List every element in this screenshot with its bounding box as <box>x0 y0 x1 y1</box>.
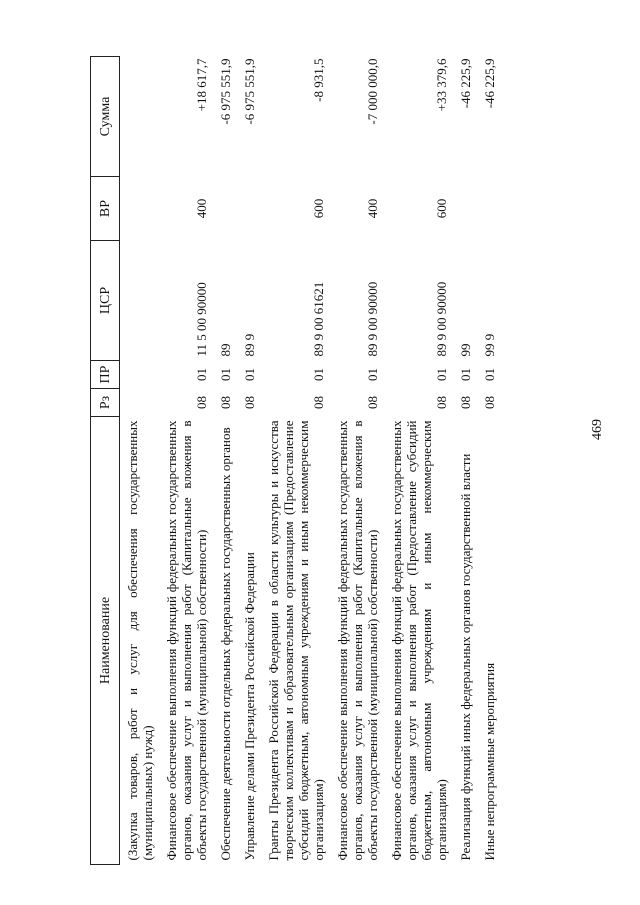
row-rz: 08 <box>311 396 326 409</box>
row-csr: 89 9 00 61621 <box>311 281 326 357</box>
row-name: Реализация функций иных федеральных органов государственной власти <box>458 453 473 861</box>
row-vr: 600 <box>311 198 326 219</box>
row-csr: 89 9 00 90000 <box>434 281 449 357</box>
header-pr: ПР <box>91 361 120 389</box>
table-header-row <box>91 57 120 865</box>
header-rz: Рз <box>91 389 120 417</box>
row-pr: 01 <box>434 368 449 381</box>
row-csr: 99 9 <box>482 333 497 357</box>
header-name: Наименование <box>91 417 120 865</box>
table-row <box>384 57 453 865</box>
row-rz: 08 <box>434 396 449 409</box>
header-vr: ВР <box>91 177 120 241</box>
row-sum: +18 617,7 <box>194 58 209 112</box>
row-csr: 89 9 00 90000 <box>365 281 380 357</box>
row-csr: 99 <box>458 343 473 357</box>
row-sum <box>120 57 160 177</box>
table-row <box>477 57 501 865</box>
row-pr: 01 <box>458 368 473 381</box>
row-vr <box>477 177 501 241</box>
table-row <box>261 57 330 865</box>
row-pr <box>120 361 160 389</box>
table-row <box>453 57 477 865</box>
row-name: Финансовое обеспечение выполнения функций федеральных государственных органов, оказания услуг и выполнения работ (Предоставление субсидий бюджетным, автономным учреждениям и иным некоммерческим организациям) <box>389 420 449 861</box>
row-csr: 89 <box>218 343 233 357</box>
header-csr: ЦСР <box>91 241 120 361</box>
page-number: 469 <box>590 419 605 440</box>
row-vr: 600 <box>434 198 449 219</box>
row-vr <box>237 177 261 241</box>
row-vr <box>213 177 237 241</box>
row-name: Обеспечение деятельности отдельных федеральных государственных органов <box>218 427 233 861</box>
row-vr <box>120 177 160 241</box>
header-sum: Сумма <box>91 57 120 177</box>
row-sum: -7 000 000,0 <box>365 58 380 125</box>
row-rz: 08 <box>482 396 497 409</box>
row-name: (Закупка товаров, работ и услуг для обеспечения государственных (муниципальных) нужд) <box>125 420 155 861</box>
row-pr: 01 <box>311 368 326 381</box>
row-pr: 01 <box>218 368 233 381</box>
row-rz <box>120 389 160 417</box>
table-row <box>213 57 237 865</box>
row-pr: 01 <box>365 368 380 381</box>
table-row <box>120 57 160 865</box>
row-sum: +33 379,6 <box>434 58 449 112</box>
row-csr: 11 5 00 90000 <box>194 282 209 357</box>
table-row <box>237 57 261 865</box>
row-sum: -6 975 551,9 <box>242 58 257 125</box>
row-sum: -8 931,5 <box>311 58 326 102</box>
row-csr: 89 9 <box>242 333 257 357</box>
row-rz: 08 <box>218 396 233 409</box>
row-rz: 08 <box>242 396 257 409</box>
row-pr: 01 <box>482 368 497 381</box>
row-sum: -46 225,9 <box>458 58 473 109</box>
row-pr: 01 <box>194 368 209 381</box>
row-sum: -6 975 551,9 <box>218 58 233 125</box>
row-csr <box>120 241 160 361</box>
row-name: Финансовое обеспечение выполнения функций федеральных государственных органов, оказания услуг и выполнения работ (Капитальные вложения в объекты государственной (муниципальной) собственности) <box>335 420 380 861</box>
row-vr: 400 <box>365 198 380 219</box>
row-pr: 01 <box>242 368 257 381</box>
table-row <box>159 57 213 865</box>
table-row <box>330 57 384 865</box>
row-rz: 08 <box>365 396 380 409</box>
row-name: Гранты Президента Российской Федерации в области культуры и искусства творческим коллективам и образовательным организациям (Предоставление субсидий бюджетным, автономным учреждениям и иным некоммерческим организациям) <box>266 420 326 861</box>
row-name: Управление делами Президента Российской Федерации <box>242 552 257 861</box>
rotated-table-container <box>90 57 580 865</box>
row-name: Финансовое обеспечение выполнения функций федеральных государственных органов, оказания услуг и выполнения работ (Капитальные вложения в объекты государственной (муниципальной) собственности) <box>164 420 209 861</box>
budget-table <box>90 56 501 865</box>
row-sum: -46 225,9 <box>482 58 497 109</box>
row-rz: 08 <box>458 396 473 409</box>
row-vr: 400 <box>194 198 209 219</box>
row-name: Иные непрограммные мероприятия <box>482 662 497 861</box>
row-rz: 08 <box>194 396 209 409</box>
row-vr <box>453 177 477 241</box>
